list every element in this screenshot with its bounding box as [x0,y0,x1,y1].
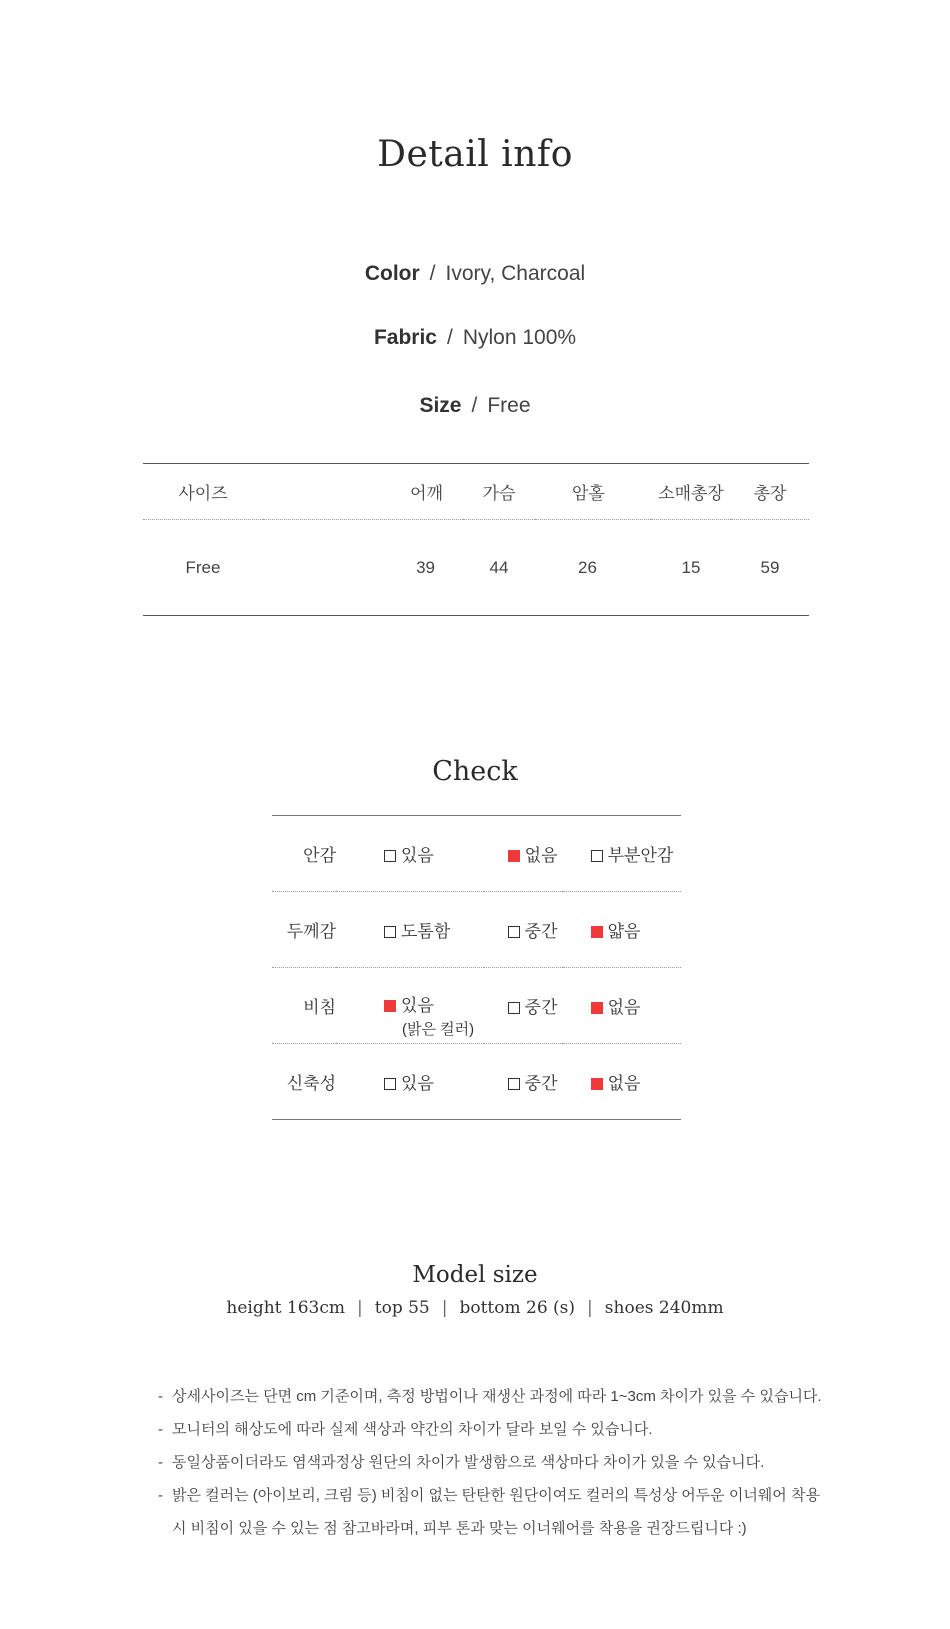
model-divider: | [357,1298,363,1318]
check-option-label: 얇음 [607,922,641,941]
note-dash: - [158,1388,163,1405]
note-text: 모니터의 해상도에 따라 실제 색상과 약간의 차이가 달라 보일 수 있습니다. [172,1421,653,1438]
checked-box-icon [591,1002,603,1014]
empty-box-icon [591,850,603,862]
note-dash: - [158,1487,163,1504]
detail-info-title: Detail info [377,134,573,175]
checked-box-icon [384,1000,396,1012]
check-option-label: 없음 [607,1074,641,1093]
note-item [158,1413,838,1446]
size-col-header: 총장 [731,464,809,520]
check-row [272,892,681,968]
check-option [336,816,484,892]
size-cell: 15 [651,520,731,616]
model-top: top 55 [374,1298,430,1318]
note-text: 상세사이즈는 단면 cm 기준이며, 측정 방법이나 재생산 과정에 따라 1~3cm 차이가 있을 수 있습니다. [172,1388,822,1405]
check-option-label: 있음 [401,1074,434,1093]
size-table-row [143,520,809,616]
spec-separator: / [471,394,478,417]
size-col-header: 암홀 [535,464,651,520]
size-col-header: 가슴 [463,464,535,520]
check-option-label: 있음 [401,995,434,1015]
check-option [336,1044,484,1120]
spec-size [0,394,950,418]
notes-list [158,1380,838,1545]
check-option-label: 있음 [401,846,434,865]
spec-separator: / [429,262,436,285]
check-option [563,968,681,1044]
spec-fabric-value: Nylon 100% [462,326,577,349]
spec-size-value: Free [487,394,531,417]
check-option [484,1044,563,1120]
checked-box-icon [508,850,520,862]
size-cell: 44 [463,520,535,616]
spec-fabric [0,326,950,350]
check-option [563,1044,681,1120]
check-row [272,968,681,1044]
empty-box-icon [508,926,520,938]
size-cell: 26 [535,520,651,616]
check-option-label: 도톰함 [401,922,451,941]
checked-box-icon [591,926,603,938]
note-dash: - [158,1421,163,1438]
check-option [484,892,563,968]
check-option-note: (밝은 컬러) [402,1020,475,1038]
check-option [484,968,563,1044]
spec-color [0,262,950,286]
empty-box-icon [508,1002,520,1014]
check-option [336,968,484,1044]
model-divider: | [441,1298,448,1318]
note-item [158,1446,838,1479]
check-table [272,815,681,1120]
note-item [158,1380,838,1413]
check-option-label: 없음 [524,846,558,865]
check-title: Check [432,756,518,787]
note-dash: - [158,1454,163,1471]
check-option-label: 부분안감 [607,846,674,865]
model-size-line [0,1298,950,1318]
check-option-label: 중간 [524,1074,558,1093]
check-option-label: 중간 [524,922,558,941]
check-row-label: 안감 [303,846,336,865]
check-option [563,892,681,968]
check-option-label: 없음 [607,998,641,1017]
note-item [158,1479,838,1545]
empty-box-icon [384,1078,396,1090]
check-option-label: 중간 [524,998,558,1017]
model-height: height 163cm [226,1298,346,1318]
model-bottom: bottom 26 (s) [459,1298,576,1318]
check-row-label: 두께감 [272,892,336,968]
spec-separator: / [446,326,453,349]
spec-color-key: Color [364,262,420,285]
spec-size-key: Size [419,394,462,417]
size-table-header-row [143,464,809,520]
empty-box-icon [384,926,396,938]
check-option [484,816,563,892]
checked-box-icon [591,1078,603,1090]
check-row-label: 신축성 [272,1044,336,1120]
size-table [143,463,809,616]
size-col-header: 소매총장 [651,464,731,520]
check-option [336,892,484,968]
empty-box-icon [508,1078,520,1090]
size-cell: 59 [731,520,809,616]
size-cell: 39 [263,520,463,616]
model-divider: | [587,1298,593,1318]
spec-color-value: Ivory, Charcoal [445,262,586,285]
check-row [272,1044,681,1120]
check-row-label: 비침 [272,968,336,1044]
check-option [563,816,681,892]
model-size-title: Model size [412,1262,538,1288]
note-text: 밝은 컬러는 (아이보리, 크림 등) 비침이 없는 탄탄한 원단이여도 컬러의 특성상 어두운 이너웨어 착용 시 비침이 있을 수 있는 점 참고바라며, 피부 톤과 맞는 이너웨어를 착용을 권장드립니다 :) [172,1487,820,1537]
check-row [272,816,681,892]
size-cell: Free [143,520,263,616]
empty-box-icon [384,850,396,862]
spec-fabric-key: Fabric [373,326,437,349]
model-shoes: shoes 240mm [604,1298,724,1318]
note-text: 동일상품이더라도 염색과정상 원단의 차이가 발생함으로 색상마다 차이가 있을 수 있습니다. [172,1454,765,1471]
size-col-header: 어깨 [263,464,463,520]
size-col-header: 사이즈 [143,464,263,520]
